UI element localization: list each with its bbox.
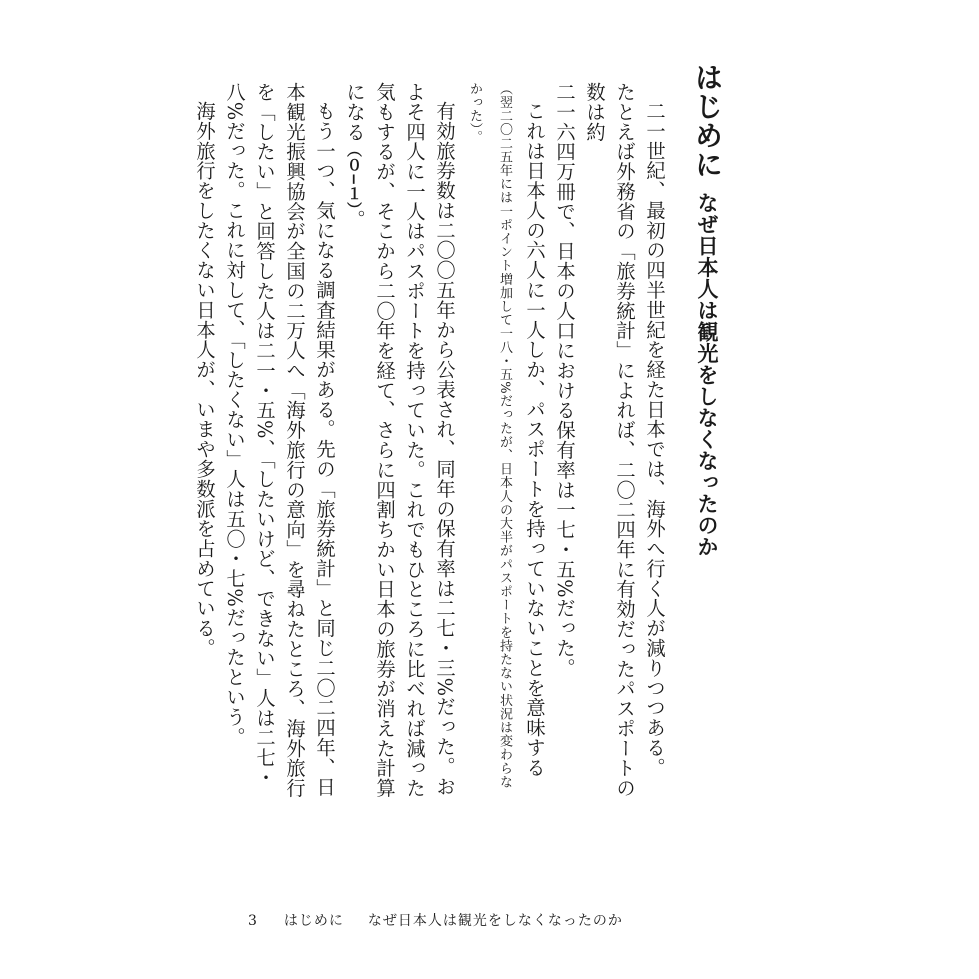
paragraph-3-main: 有効旅券数は二〇〇五年から公表され、同年の保有率は二七・三%だった。およそ四人に一人はパスポートを持っていた。これでもひところに比べれば減った気もするが、そこから二〇年を経て、さらに四割ちかい日本の旅券が消えた計算になる [343,82,456,799]
page-footer [248,910,623,930]
paragraph-1-line-1: 二一世紀、最初の四半世紀を経た日本では、海外へ行く人が減りつつある。 [643,101,666,778]
running-head-title: なぜ日本人は観光をしなくなったのか [367,913,623,929]
chapter-subtitle: なぜ日本人は観光をしなくなったのか [695,192,719,558]
paragraph-3 [339,82,459,802]
paragraph-5: 海外旅行をしたくない日本人が、いまや多数派を占めている。 [193,101,216,659]
body-text [189,82,669,802]
page-number: 3 [248,913,258,929]
chapter-title: はじめに [691,63,724,179]
paragraph-2-main: これは日本人の六人に一人しか、パスポートを持っていないことを意味する [523,101,546,778]
paragraph-1-line-2: たとえば外務省の「旅券統計」によれば、二〇二四年に有効だったパスポートの数は約 [583,82,636,799]
running-head-chapter: はじめに [283,913,344,929]
paragraph-2 [459,82,549,802]
paragraph-1-line-3: 二一六四万冊で、日本の人口における保有率は一七・五%だった。 [553,82,576,678]
figure-reference: （０−１） [345,141,363,210]
paragraph-3-end: 。 [343,209,366,230]
paragraph-2-note: （翌二〇二五年には一ポイント増加して一八・五%だったが、日本人の大半がパスポートを持たない状況は変わらなかった）。 [467,82,512,789]
paragraph-4: もう一つ、気になる調査結果がある。先の「旅券統計」と同じ二〇二四年、日本観光振興協会が全国の二万人へ「海外旅行の意向」を尋ねたところ、海外旅行を「したい」と回答した人は二一・五%、「したいけど、できない」人は二七・八%だった。これに対して、「したくない」人は五〇・七%だったという。 [223,82,336,799]
